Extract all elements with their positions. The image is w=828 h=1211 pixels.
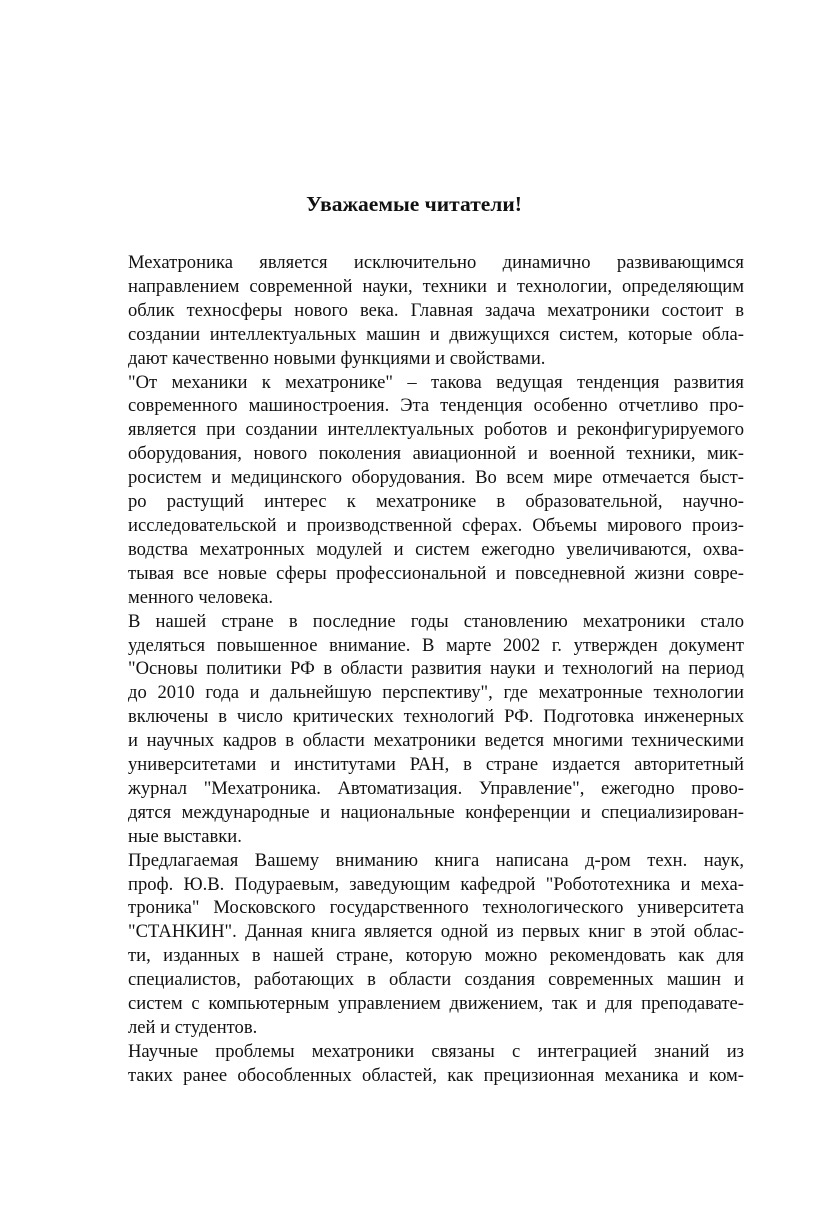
paragraph [84,371,744,610]
text-line: В нашей стране в последние годы становлению мехатроники стало [128,610,744,632]
text-line: журнал "Мехатроника. Автоматизация. Управление", ежегодно прово- [128,777,744,799]
text-line: дятся международные и национальные конференции и специализирован- [128,801,744,823]
text-line: "СТАНКИН". Данная книга является одной из первых книг в этой облас- [128,921,744,943]
text-line: исследовательской и производственной сферах. Объемы мирового произ- [128,514,744,536]
text-line: университетами и институтами РАН, в стране издается авторитетный [128,754,744,776]
text-line: таких ранее обособленных областей, как прецизионная механика и ком- [128,1064,744,1086]
text-line: до 2010 года и дальнейшую перспективу", где мехатронные технологии [128,682,744,704]
text-line: "От механики к мехатронике" – такова ведущая тенденция развития [128,371,744,393]
text-line: "Основы политики РФ в области развития науки и технологий на период [128,658,744,680]
text-line: тывая все новые сферы профессиональной и повседневной жизни совре- [128,562,744,584]
page-title: Уважаемые читатели! [306,192,522,216]
text-line: водства мехатронных модулей и систем ежегодно увеличиваются, охва- [128,538,744,560]
text-line: лей и студентов. [128,1017,258,1038]
text-line: менного человека. [128,586,274,608]
document-page [84,190,744,1088]
text-line: Предлагаемая Вашему вниманию книга написана д-ром техн. наук, [128,849,744,871]
text-line: ные выставки. [128,825,242,847]
text-line: дают качественно новыми функциями и свойствами. [128,347,546,369]
text-line: современного машиностроения. Эта тенденция особенно отчетливо про- [128,395,744,417]
text-line: росистем и медицинского оборудования. Во всем мире отмечается быст- [128,467,744,489]
text-line: и научных кадров в области мехатроники ведется многими техническими [128,730,744,752]
text-line: проф. Ю.В. Подураевым, заведующим кафедрой "Робототехника и меха- [128,873,744,895]
text-line: ро растущий интерес к мехатронике в образовательной, научно- [128,491,744,513]
text-line: является при создании интеллектуальных роботов и реконфигурируемого [128,419,744,441]
text-line: создании интеллектуальных машин и движущихся систем, которые обла- [128,323,744,345]
paragraph [84,849,744,1040]
text-line: троника" Московского государственного технологического университета [128,897,744,919]
text-line: включены в число критических технологий РФ. Подготовка инженерных [128,706,744,728]
paragraph [84,251,744,371]
text-line: оборудования, нового поколения авиационной и военной техники, мик- [128,443,744,465]
text-line: специалистов, работающих в области создания современных машин и [128,969,744,991]
text-line: уделяться повышенное внимание. В марте 2002 г. утвержден документ [128,634,744,656]
document-body [84,251,744,1088]
text-line: направлением современной науки, техники и технологии, определяющим [128,275,744,297]
text-line: Научные проблемы мехатроники связаны с интеграцией знаний из [128,1040,744,1062]
text-line: ти, изданных в нашей стране, которую можно рекомендовать как для [128,945,744,967]
text-line: систем с компьютерным управлением движением, так и для преподавате- [128,993,744,1015]
paragraph [84,1040,744,1088]
paragraph [84,610,744,849]
text-line: облик техносферы нового века. Главная задача мехатроники состоит в [128,299,744,321]
text-line: Мехатроника является исключительно динамично развивающимся [128,252,744,273]
